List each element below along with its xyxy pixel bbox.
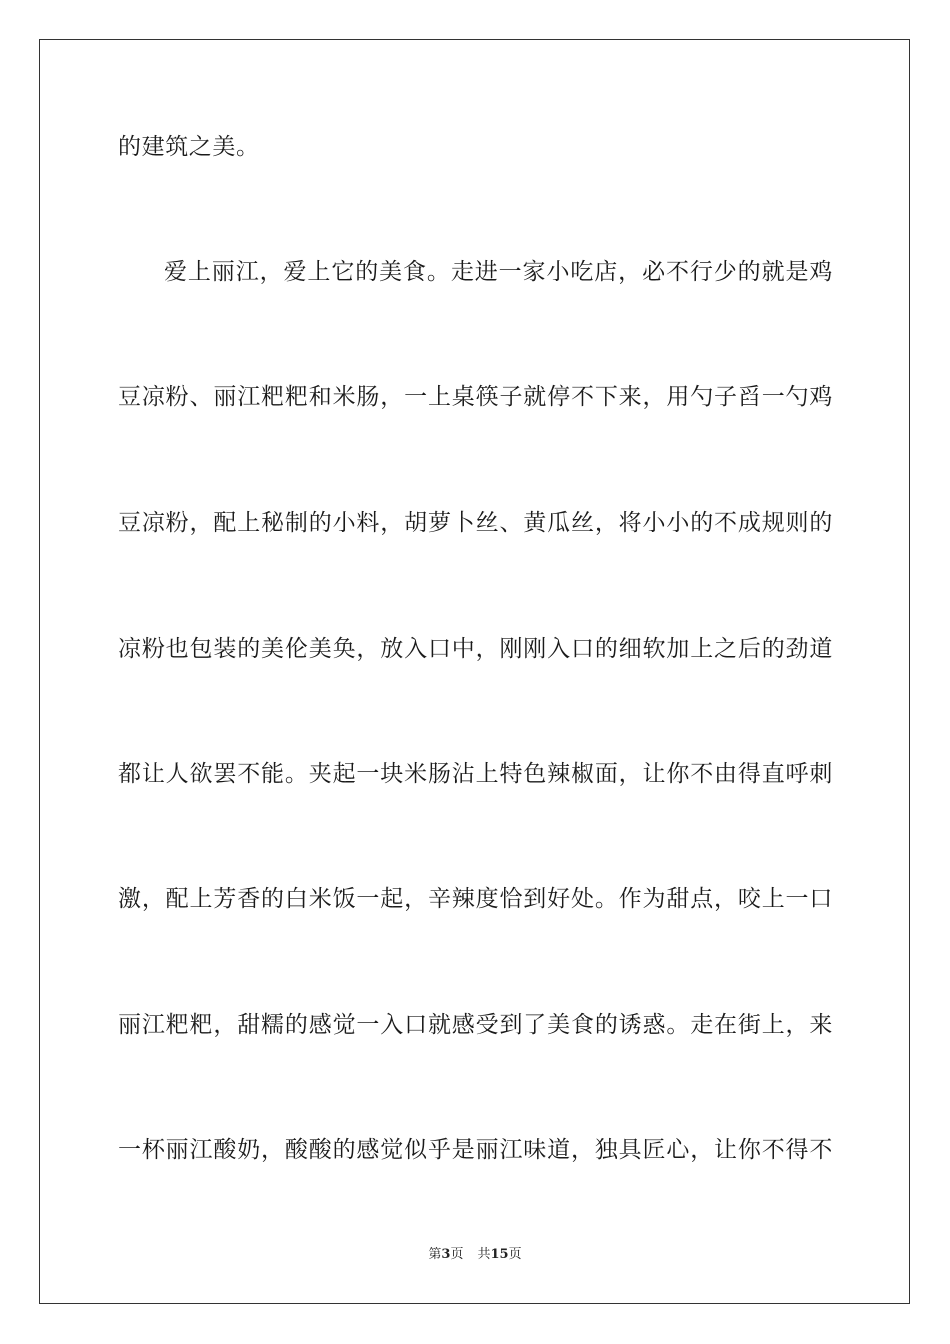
footer-total-pages: 15 xyxy=(490,1247,509,1262)
footer-page-number: 3 xyxy=(441,1247,451,1262)
text-line-1: 的建筑之美。 xyxy=(118,134,260,160)
text-line-8: 丽江粑粑，甜糯的感觉一入口就感受到了美食的诱惑。走在街上，来 xyxy=(118,1012,833,1038)
text-line-5: 凉粉也包装的美伦美奂，放入口中，刚刚入口的细软加上之后的劲道 xyxy=(118,636,833,662)
text-line-4: 豆凉粉，配上秘制的小料，胡萝卜丝、黄瓜丝，将小小的不成规则的 xyxy=(118,510,833,536)
page-footer xyxy=(0,1247,950,1263)
paragraph-first-line: 爱上丽江，爱上它的美食。走进一家小吃店，必不行少的就是鸡 xyxy=(164,259,833,285)
text-line-9: 一杯丽江酸奶，酸酸的感觉似乎是丽江味道，独具匠心，让你不得不 xyxy=(118,1137,833,1163)
footer-total-prefix: 共 xyxy=(477,1247,491,1262)
text-line-3: 豆凉粉、丽江粑粑和米肠，一上桌筷子就停不下来，用勺子舀一勺鸡 xyxy=(118,384,833,410)
footer-page-prefix: 第 xyxy=(428,1247,442,1262)
text-line-7: 激，配上芳香的白米饭一起，辛辣度恰到好处。作为甜点，咬上一口 xyxy=(118,886,833,912)
page-border xyxy=(39,39,910,1304)
footer-total-suffix: 页 xyxy=(508,1247,522,1262)
text-line-6: 都让人欲罢不能。夹起一块米肠沾上特色辣椒面，让你不由得直呼刺 xyxy=(118,761,833,787)
footer-page-suffix: 页 xyxy=(450,1247,464,1262)
